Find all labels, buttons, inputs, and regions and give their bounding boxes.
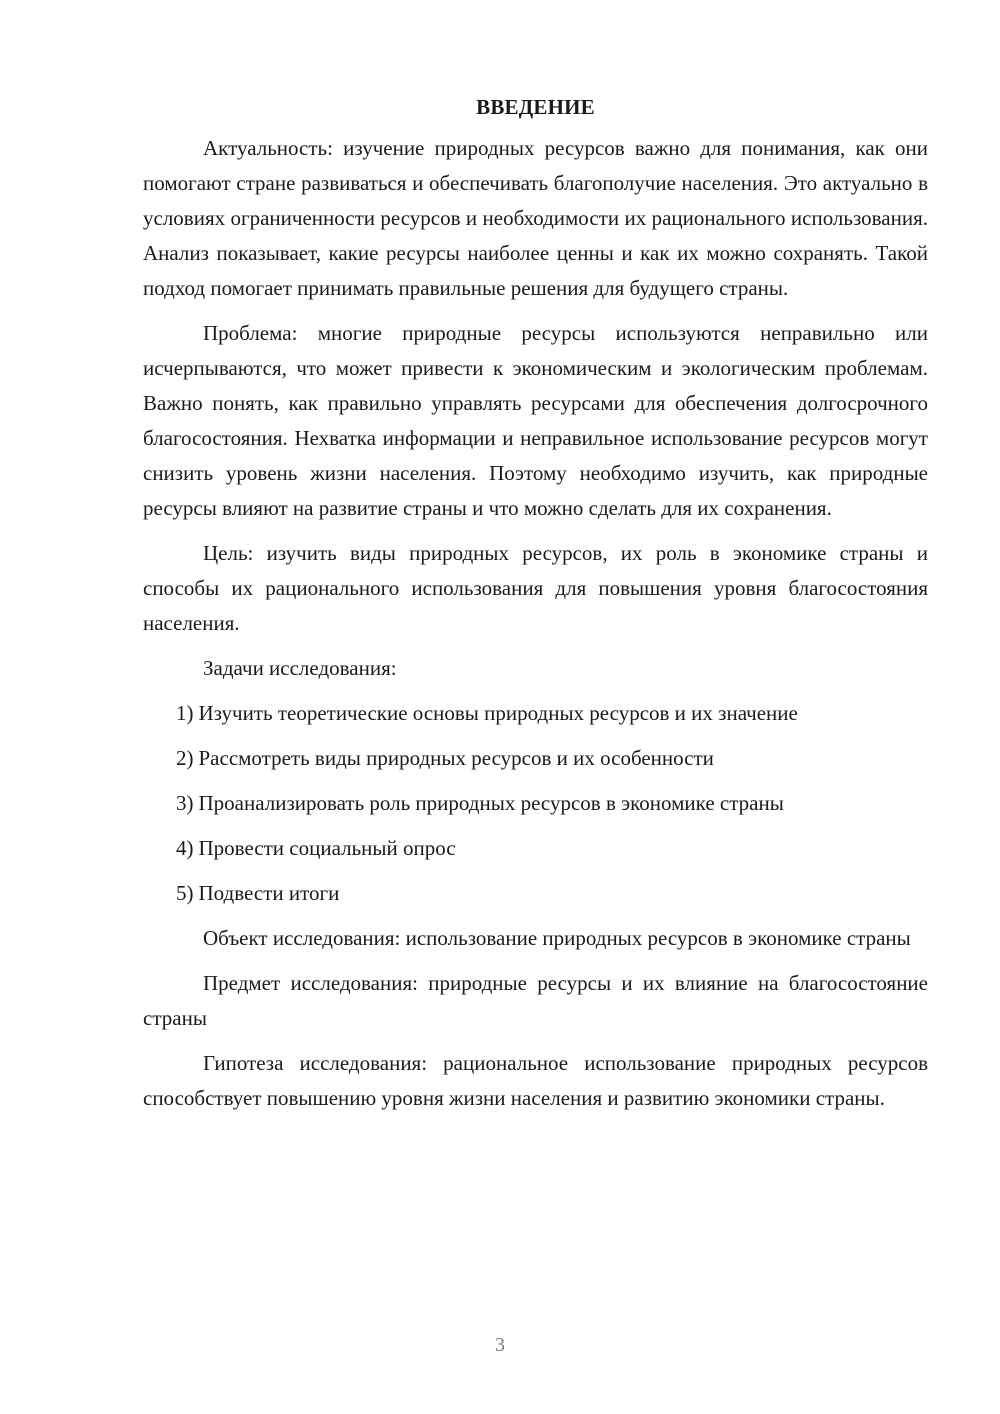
list-item-number: 2): [176, 746, 194, 770]
page-title: ВВЕДЕНИЕ: [476, 95, 595, 119]
paragraph-goal: Цель: изучить виды природных ресурсов, их роль в экономике страны и способы их рационального использования для повышения уровня благосостояния населения.: [143, 541, 928, 635]
list-item-text: Проанализировать роль природных ресурсов в экономике страны: [198, 791, 784, 815]
list-item-text: Провести социальный опрос: [198, 836, 456, 860]
list-item-text: Рассмотреть виды природных ресурсов и их особенности: [198, 746, 714, 770]
list-item: [143, 786, 928, 821]
list-item: [143, 696, 928, 731]
document-page: [143, 90, 928, 1126]
list-item-text: Подвести итоги: [198, 881, 340, 905]
paragraph-hypothesis: Гипотеза исследования: рациональное использование природных ресурсов способствует повышению уровня жизни населения и развитию экономики страны.: [143, 1051, 928, 1110]
list-item-number: 4): [176, 836, 194, 860]
list-item-number: 3): [176, 791, 194, 815]
paragraph-problem: Проблема: многие природные ресурсы используются неправильно или исчерпываются, что может привести к экономическим и экологическим проблемам. Важно понять, как правильно управлять ресурсами для обеспечения долгосрочного благосостояния. Нехватка информации и неправильное использование ресурсов могут снизить уровень жизни населения. Поэтому необходимо изучить, как природные ресурсы влияют на развитие страны и что можно сделать для их сохранения.: [143, 321, 928, 520]
list-item-number: 5): [176, 881, 194, 905]
paragraph-object: Объект исследования: использование природных ресурсов в экономике страны: [203, 926, 911, 950]
list-item-number: 1): [176, 701, 194, 725]
list-item: [143, 876, 928, 911]
paragraph-subject: Предмет исследования: природные ресурсы и их влияние на благосостояние страны: [143, 971, 928, 1030]
list-item-text: Изучить теоретические основы природных ресурсов и их значение: [198, 701, 798, 725]
tasks-list: [143, 696, 928, 911]
page-number: 3: [495, 1334, 505, 1356]
list-item: [143, 831, 928, 866]
list-item: [143, 741, 928, 776]
paragraph-relevance: Актуальность: изучение природных ресурсов важно для понимания, как они помогают стране развиваться и обеспечивать благополучие населения. Это актуально в условиях ограниченности ресурсов и необходимости их рационального использования. Анализ показывает, какие ресурсы наиболее ценны и как их можно сохранять. Такой подход помогает принимать правильные решения для будущего страны.: [143, 136, 928, 300]
tasks-heading: Задачи исследования:: [203, 656, 397, 680]
